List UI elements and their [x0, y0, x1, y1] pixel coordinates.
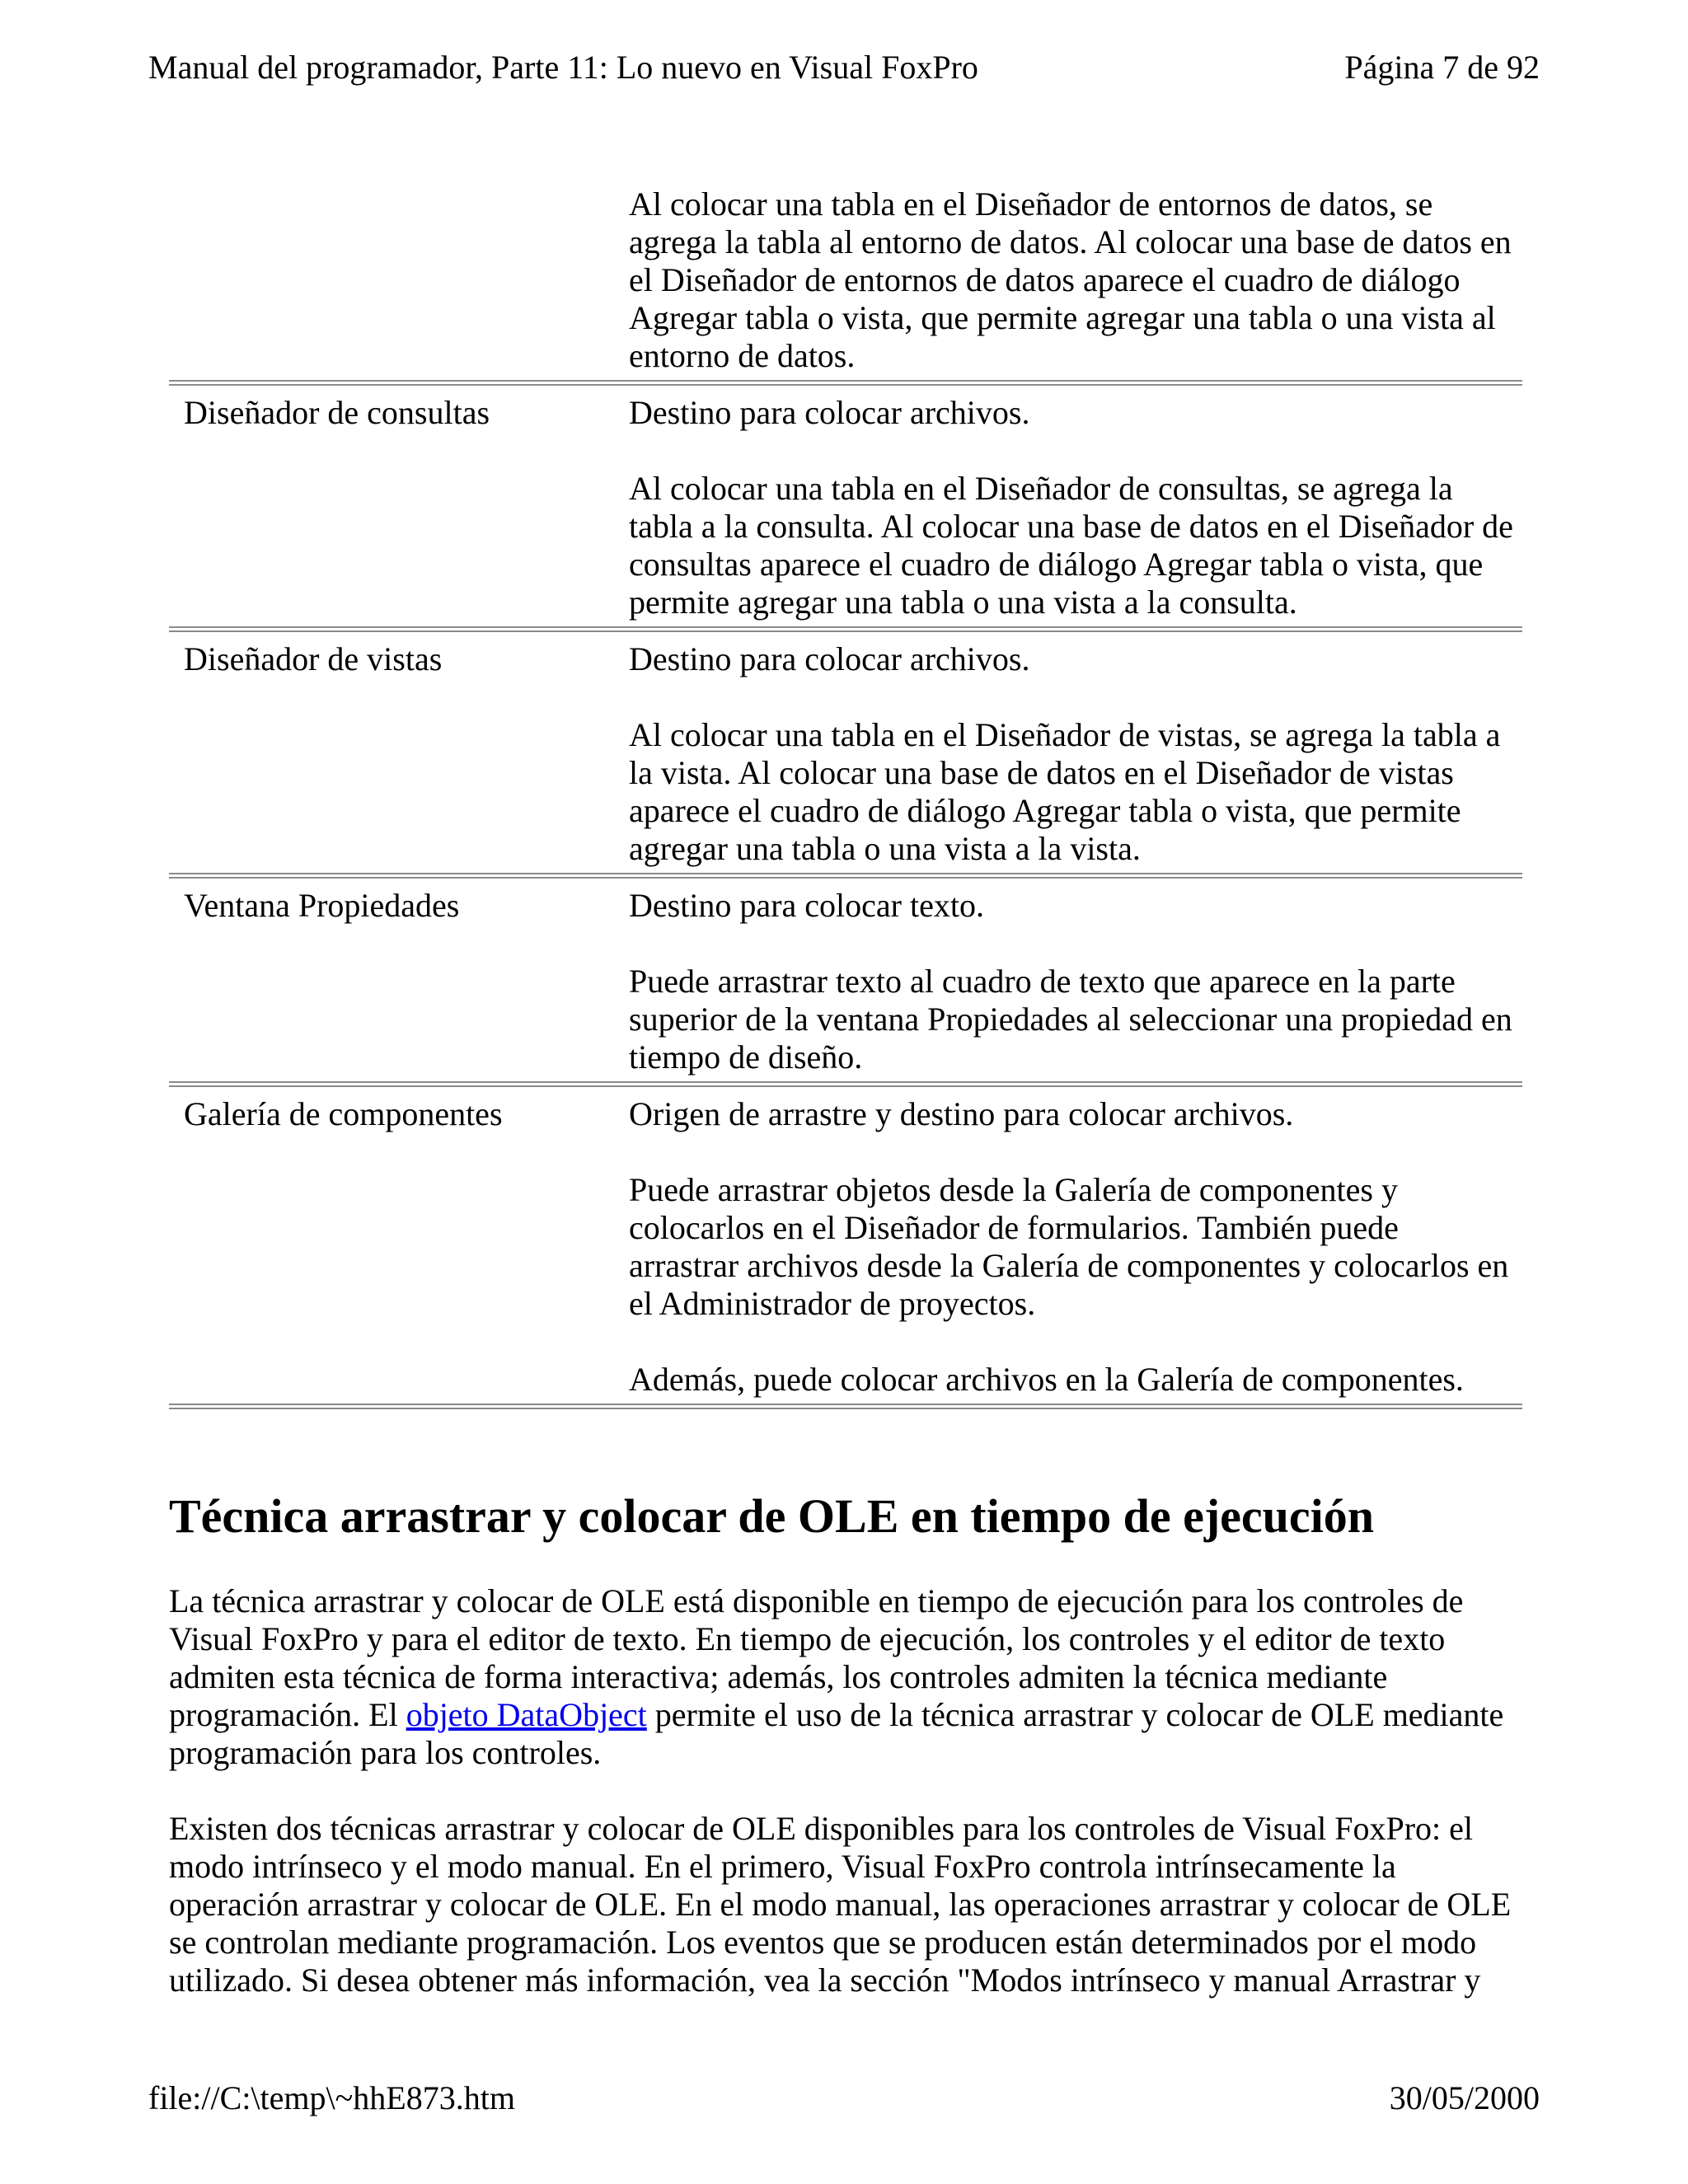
row-paragraph: Al colocar una tabla en el Diseñador de entornos de datos, se agrega la tabla al entorno de datos. Al colocar una base de datos en el Diseñador de entornos de datos aparece el cuadro de diálogo Agregar tabla o vista, que permite agregar una tabla o una vista al entorno de datos. [629, 185, 1512, 374]
footer-date: 30/05/2000 [1389, 2079, 1540, 2116]
table-row [169, 1087, 1522, 1404]
section-paragraph [169, 1582, 1529, 1772]
row-paragraph: Al colocar una tabla en el Diseñador de consultas, se agrega la tabla a la consulta. Al colocar una base de datos en el Diseñador de consultas aparece el cuadro de diálogo Agregar tabla o vista, que permite agregar una tabla o una vista a la consulta. [629, 470, 1513, 621]
row-description [629, 887, 1522, 1076]
row-paragraph: Origen de arrastre y destino para colocar archivos. [629, 1095, 1294, 1132]
row-paragraph: Destino para colocar texto. [629, 887, 984, 924]
table-row [169, 386, 1522, 626]
paragraph-text: permite el uso de la técnica arrastrar y colocar de OLE mediante programación para los controles. [169, 1696, 1504, 1771]
row-separator [169, 626, 1522, 632]
row-name: Diseñador de vistas [184, 640, 443, 677]
section-body [169, 1582, 1529, 1999]
page-number: Página 7 de 92 [1344, 49, 1540, 86]
row-paragraph: Al colocar una tabla en el Diseñador de vistas, se agrega la tabla a la vista. Al colocar una base de datos en el Diseñador de vistas aparece el cuadro de diálogo Agregar tabla o vista, que permite agregar una tabla o una vista a la vista. [629, 716, 1501, 867]
row-paragraph: Puede arrastrar texto al cuadro de texto que aparece en la parte superior de la ventana Propiedades al seleccionar una propiedad en tiempo de diseño. [629, 963, 1512, 1076]
section-paragraph: Existen dos técnicas arrastrar y colocar de OLE disponibles para los controles de Visual FoxPro: el modo intrínseco y el modo manual. En el primero, Visual FoxPro controla intrínsecamente la operación arrastrar y colocar de OLE. En el modo manual, las operaciones arrastrar y colocar de OLE se controlan mediante programación. Los eventos que se producen están determinados por el modo utilizado. Si desea obtener más información, vea la sección "Modos intrínseco y manual Arrastrar y [169, 1810, 1512, 1999]
paragraph-text: La técnica arrastrar y colocar de OLE está disponible en tiempo de ejecución para los controles de Visual FoxPro y para el editor de texto. En tiempo de ejecución, los controles y el editor de texto admiten esta técnica de forma interactiva; además, los controles admiten la técnica mediante programación. El [169, 1582, 1464, 1733]
row-separator [169, 1404, 1522, 1409]
page-header-title: Manual del programador, Parte 11: Lo nuevo en Visual FoxPro [148, 49, 978, 86]
row-name [184, 185, 629, 375]
row-name: Diseñador de consultas [184, 394, 490, 431]
row-separator [169, 873, 1522, 879]
table-row [169, 632, 1522, 873]
row-name: Galería de componentes [184, 1095, 503, 1132]
table-row [169, 185, 1522, 380]
table-row [169, 879, 1522, 1081]
row-description [629, 185, 1522, 375]
dataobject-link[interactable]: objeto DataObject [406, 1696, 647, 1733]
drag-drop-table [169, 185, 1522, 1409]
section-heading: Técnica arrastrar y colocar de OLE en tiempo de ejecución [169, 1489, 1375, 1543]
row-paragraph: Destino para colocar archivos. [629, 640, 1030, 677]
row-separator [169, 380, 1522, 386]
row-name: Ventana Propiedades [184, 887, 460, 924]
row-description [629, 1095, 1522, 1399]
row-paragraph: Destino para colocar archivos. [629, 394, 1030, 431]
row-separator [169, 1081, 1522, 1087]
footer-file-path: file://C:\temp\~hhE873.htm [148, 2079, 515, 2116]
row-paragraph: Además, puede colocar archivos en la Galería de componentes. [629, 1361, 1464, 1398]
row-description [629, 640, 1522, 868]
row-paragraph: Puede arrastrar objetos desde la Galería de componentes y colocarlos en el Diseñador de formularios. También puede arrastrar archivos desde la Galería de componentes y colocarlos en el Administrador de proyectos. [629, 1171, 1509, 1322]
row-description [629, 394, 1522, 621]
